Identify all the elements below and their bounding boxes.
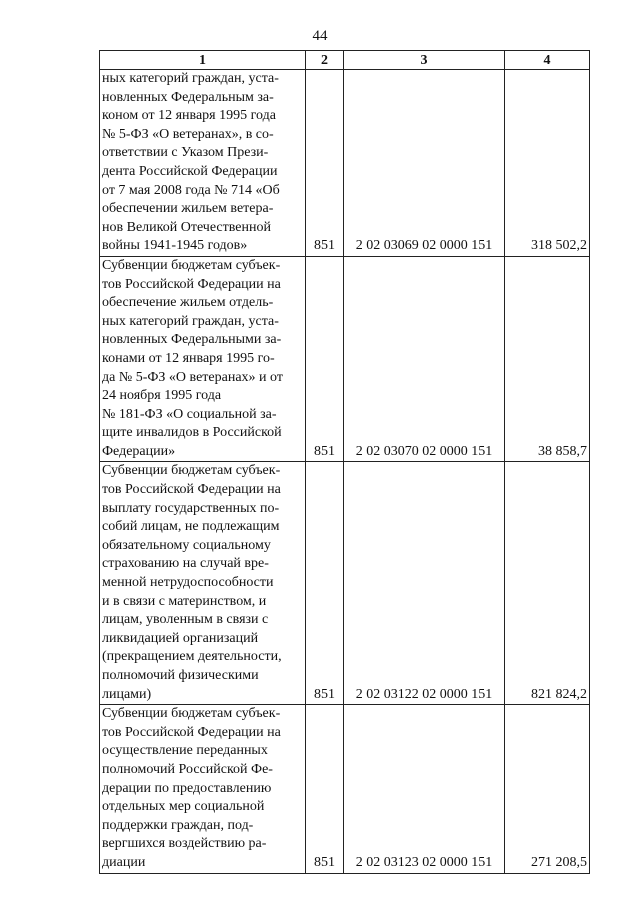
column-header-3: 3 xyxy=(344,51,505,70)
row-admin-code: 851 xyxy=(306,256,344,462)
row-admin-code: 851 xyxy=(306,462,344,705)
row-admin-code: 851 xyxy=(306,705,344,873)
row-description: Субвенции бюджетам субъек- тов Российской Федерации на осуществление переданных полномочий Российской Фе- дерации по предоставлению отдельных мер социальной поддержки граждан, под- вергшихся воздействию ра- диации xyxy=(100,705,306,873)
column-header-1: 1 xyxy=(100,51,306,70)
budget-table xyxy=(99,50,590,874)
table-header-row xyxy=(100,51,590,70)
column-header-4: 4 xyxy=(505,51,590,70)
table-row xyxy=(100,705,590,873)
row-admin-code: 851 xyxy=(306,70,344,257)
table-row xyxy=(100,70,590,257)
row-amount: 821 824,2 xyxy=(505,462,590,705)
page-number: 44 xyxy=(312,28,328,44)
table-row xyxy=(100,462,590,705)
row-budget-code: 2 02 03123 02 0000 151 xyxy=(344,705,505,873)
row-description: ных категорий граждан, уста- новленных Федеральным за- коном от 12 января 1995 года № 5-ФЗ «О ветеранах», в со- ответствии с Указом Прези- дента Российской Федерации от 7 мая 2008 года № 714 «Об обеспечении жильем ветера- нов Великой Отечественной войны 1941-1945 годов» xyxy=(100,70,306,257)
row-amount: 318 502,2 xyxy=(505,70,590,257)
column-header-2: 2 xyxy=(306,51,344,70)
row-description: Субвенции бюджетам субъек- тов Российской Федерации на выплату государственных по- собий лицам, не подлежащим обязательному социальному страхованию на случай вре- менной нетрудоспособности и в связи с материнством, и лицам, уволенным в связи с ликвидацией организаций (прекращением деятельности, полномочий физическими лицами) xyxy=(100,462,306,705)
row-amount: 38 858,7 xyxy=(505,256,590,462)
row-amount: 271 208,5 xyxy=(505,705,590,873)
row-budget-code: 2 02 03070 02 0000 151 xyxy=(344,256,505,462)
row-budget-code: 2 02 03069 02 0000 151 xyxy=(344,70,505,257)
table-row xyxy=(100,256,590,462)
row-description: Субвенции бюджетам субъек- тов Российской Федерации на обеспечение жильем отдель- ных категорий граждан, уста- новленных Федеральными за- конами от 12 января 1995 го- да № 5-ФЗ «О ветеранах» и от 24 ноября 1995 года № 181-ФЗ «О социальной за- щите инвалидов в Российской Федерации» xyxy=(100,256,306,462)
row-budget-code: 2 02 03122 02 0000 151 xyxy=(344,462,505,705)
